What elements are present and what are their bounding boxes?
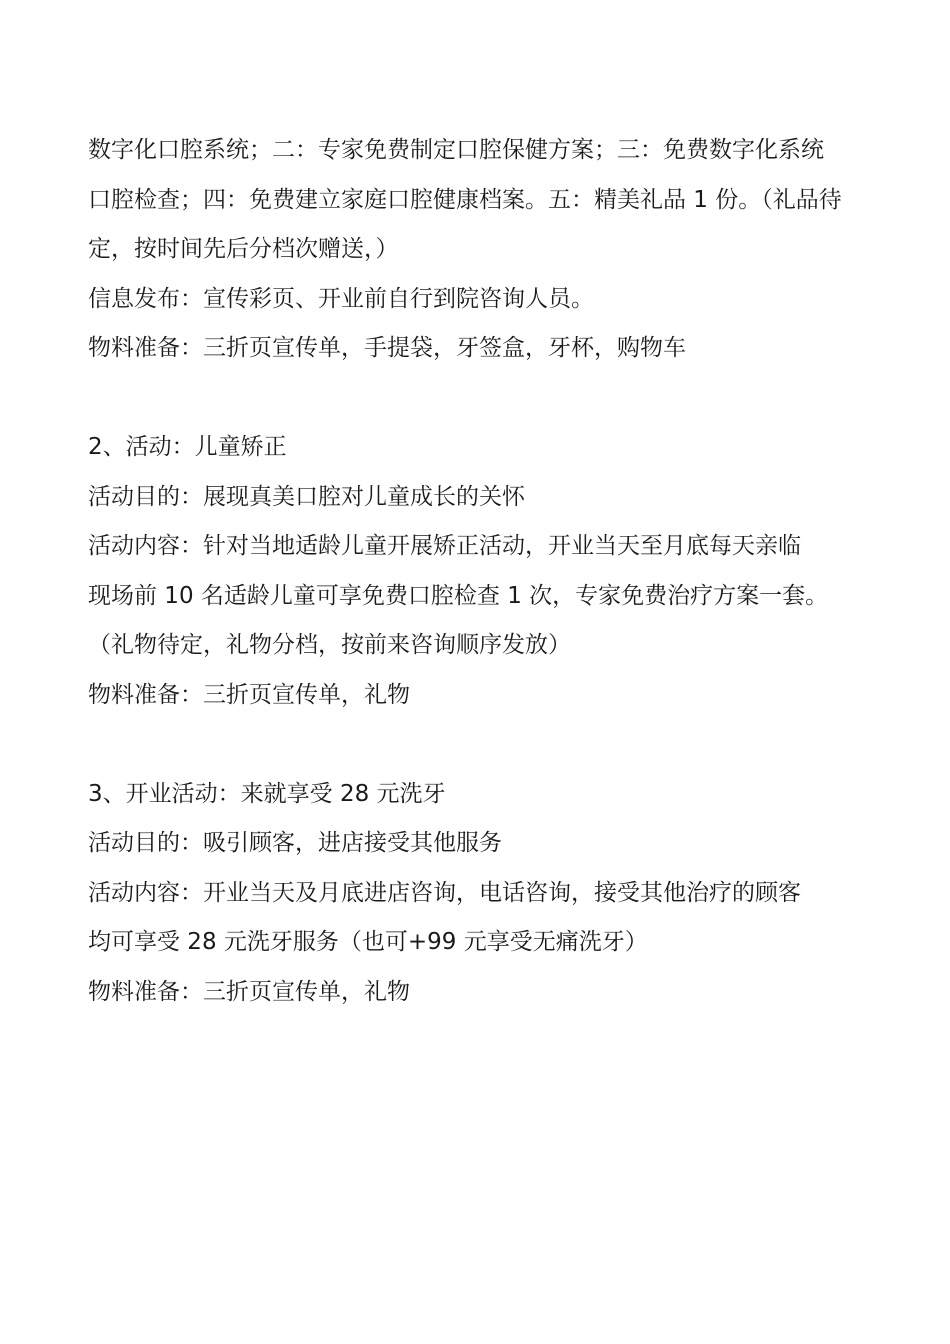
section-children-orthodontics <box>88 423 878 720</box>
document-body <box>88 126 878 1017</box>
activity-purpose-line: 活动目的：吸引顾客，进店接受其他服务 <box>88 830 502 856</box>
paragraph-gap <box>88 374 878 424</box>
info-release-line: 信息发布：宣传彩页、开业前自行到院咨询人员。 <box>88 285 594 312</box>
text-line: 均可享受 28 元洗牙服务（也可+99 元享受无痛洗牙） <box>88 929 648 955</box>
section-heading: 3、开业活动：来就享受 28 元洗牙 <box>88 780 446 807</box>
section-heading: 2、活动：儿童矫正 <box>88 434 287 460</box>
paragraph-gap <box>88 720 878 770</box>
activity-content-line: 活动内容：针对当地适龄儿童开展矫正活动，开业当天至月底每天亲临 <box>88 533 801 559</box>
materials-line: 物料准备：三折页宣传单，礼物 <box>88 681 410 708</box>
text-line: 现场前 10 名适龄儿童可享免费口腔检查 1 次，专家免费治疗方案一套。 <box>88 582 829 609</box>
text-line: （礼物待定，礼物分档，按前来咨询顺序发放） <box>88 632 571 658</box>
activity-purpose-line: 活动目的：展现真美口腔对儿童成长的关怀 <box>88 483 525 510</box>
text-line: 定，按时间先后分档次赠送，） <box>88 236 399 262</box>
materials-line: 物料准备：三折页宣传单，礼物 <box>88 978 410 1005</box>
section-teeth-cleaning <box>88 770 878 1018</box>
section-opening-benefits <box>88 126 878 374</box>
text-line: 口腔检查；四：免费建立家庭口腔健康档案。五：精美礼品 1 份。（礼品待 <box>88 186 842 213</box>
text-line: 数字化口腔系统；二：专家免费制定口腔保健方案；三：免费数字化系统 <box>88 137 824 163</box>
materials-line: 物料准备：三折页宣传单，手提袋，牙签盒，牙杯，购物车 <box>88 335 686 361</box>
activity-content-line: 活动内容：开业当天及月底进店咨询，电话咨询，接受其他治疗的顾客 <box>88 879 801 906</box>
